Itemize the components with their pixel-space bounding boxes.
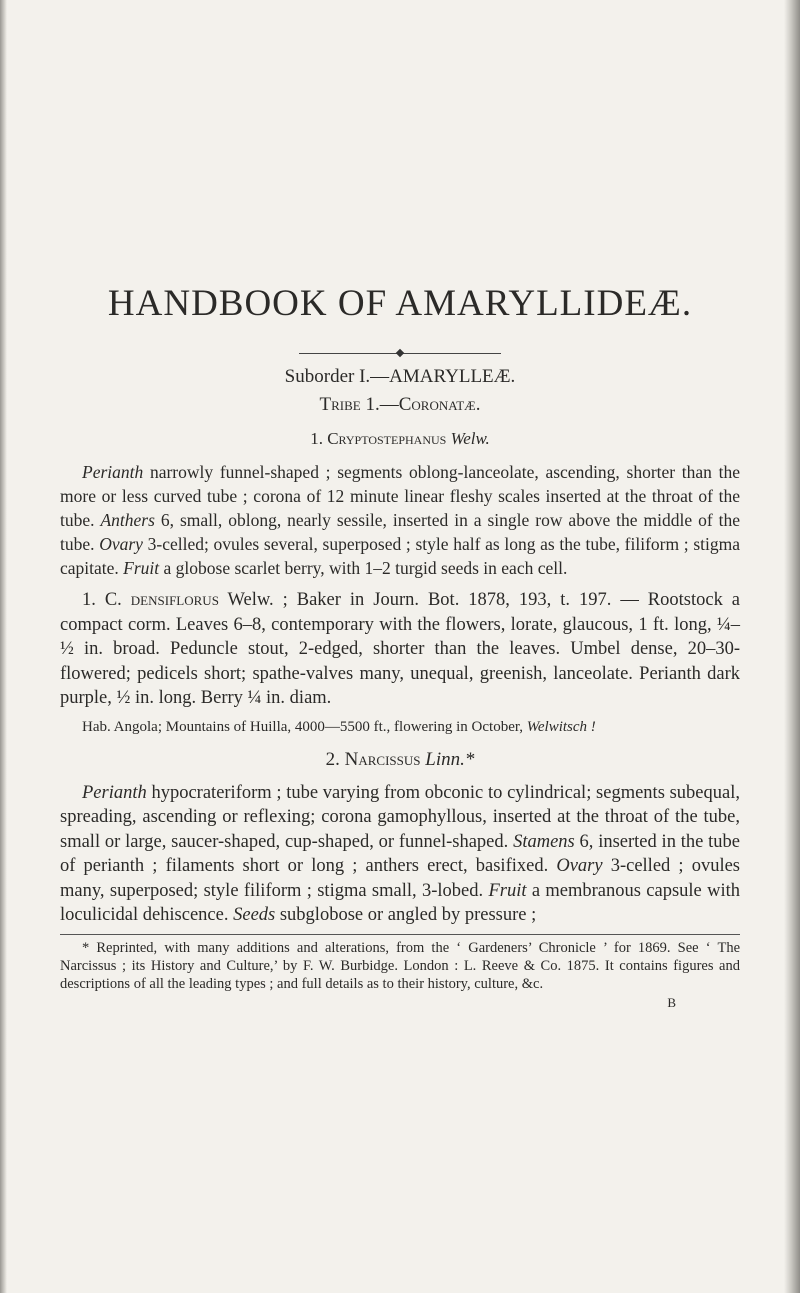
genus2-description: [60, 781, 740, 928]
genus1-number: 1.: [310, 429, 323, 448]
divider-line-right: [401, 353, 501, 354]
suborder-heading: Suborder I.—AMARYLLEÆ.: [284, 366, 516, 387]
page-body: [60, 282, 740, 1011]
term-ovary: Ovary: [99, 534, 143, 554]
term-perianth-2: Perianth: [82, 782, 147, 803]
fruit-text: a globose scarlet berry, with 1–2 turgid seeds in each cell.: [159, 558, 568, 578]
term-seeds: Seeds: [233, 905, 276, 925]
species1-name: densiflorus: [130, 590, 219, 610]
footnote-rule: [60, 934, 740, 935]
species1-number: 1. C.: [82, 590, 122, 610]
page-title: HANDBOOK OF AMARYLLIDEÆ.: [107, 283, 693, 324]
diamond-icon: [396, 349, 404, 357]
term-fruit: Fruit: [123, 558, 160, 578]
term-perianth: Perianth: [82, 462, 144, 482]
genus2-number: 2.: [325, 748, 340, 770]
genus2-heading: [60, 747, 740, 773]
genus1-name: Cryptostephanus: [327, 429, 447, 448]
footnote: * Reprinted, with many additions and alterations, from the ‘ Gardeners’ Chronicle ’ for 1869. See ‘ The Narcissus ; its History and Culture,’ by F. W. Burbidge. London : L. Reeve & Co. 1875. It contains figures and descriptions of all the leading types ; and full details as to their history, culture, &c.: [60, 939, 740, 992]
page-left-edge: [0, 0, 7, 1293]
fruit-text-2: a membranous capsule with loculicidal dehiscence.: [60, 880, 740, 925]
stamens-text: 6, inserted in the tube of perianth ; filaments short or long ; anthers erect, basifixed.: [60, 831, 740, 876]
term-ovary-2: Ovary: [556, 856, 603, 876]
perianth-text: narrowly funnel-shaped ; segments oblong-lanceolate, ascending, shorter than the more or less curved tube ; corona of 12 minute linear fleshy scales inserted at the throat of the tube.: [60, 462, 740, 530]
term-anthers: Anthers: [100, 510, 155, 530]
habitat-collector: Welwitsch !: [526, 718, 596, 735]
genus1-author: Welw.: [450, 429, 490, 448]
habitat-text: Hab. Angola; Mountains of Huilla, 4000—5500 ft., flowering in October,: [82, 718, 527, 735]
signature-mark: B: [667, 994, 676, 1010]
term-stamens: Stamens: [513, 831, 575, 852]
species1-entry: [60, 588, 740, 711]
perianth-text-2: hypocrateriform ; tube varying from obconic to cylindrical; segments subequal, spreading, ascending or reflexing; corona gamophyllous, inserted at the throat of the tube, small or large, saucer-shaped, cup-shaped, or funnel-shaped.: [60, 782, 740, 852]
genus1-heading: [60, 426, 740, 452]
ovary-text-2: 3-celled ; ovules many, superposed; style filiform ; stigma small, 3-lobed.: [60, 856, 740, 901]
tribe-heading: Tribe 1.—Coronatæ.: [319, 394, 481, 415]
page-right-edge: [784, 0, 800, 1293]
seeds-text: subglobose or angled by pressure ;: [275, 905, 537, 925]
ornament-divider: [60, 344, 740, 358]
anthers-text: 6, small, oblong, nearly sessile, inserted in a single row above the middle of the tube.: [60, 510, 740, 554]
species1-text: Welw. ; Baker in Journ. Bot. 1878, 193, t. 197. — Rootstock a compact corm. Leaves 6–8, contemporary with the flowers, lorate, glaucous, 1 ft. long, ¼–½ in. broad. Peduncle stout, 2-edged, shorter than the leaves. Umbel dense, 20–30-flowered; pedicels short; spathe-valves many, unequal, greenish, lanceolate. Perianth dark purple, ½ in. long. Berry ¼ in. diam.: [60, 590, 741, 708]
divider-line-left: [299, 353, 399, 354]
term-fruit-2: Fruit: [488, 880, 527, 901]
genus2-author: Linn.*: [425, 748, 475, 770]
genus1-description: [60, 460, 740, 580]
habitat-note: [60, 717, 740, 737]
genus2-name: Narcissus: [344, 748, 421, 770]
ovary-text: 3-celled; ovules several, superposed ; style half as long as the tube, filiform ; stigma capitate.: [60, 534, 741, 578]
